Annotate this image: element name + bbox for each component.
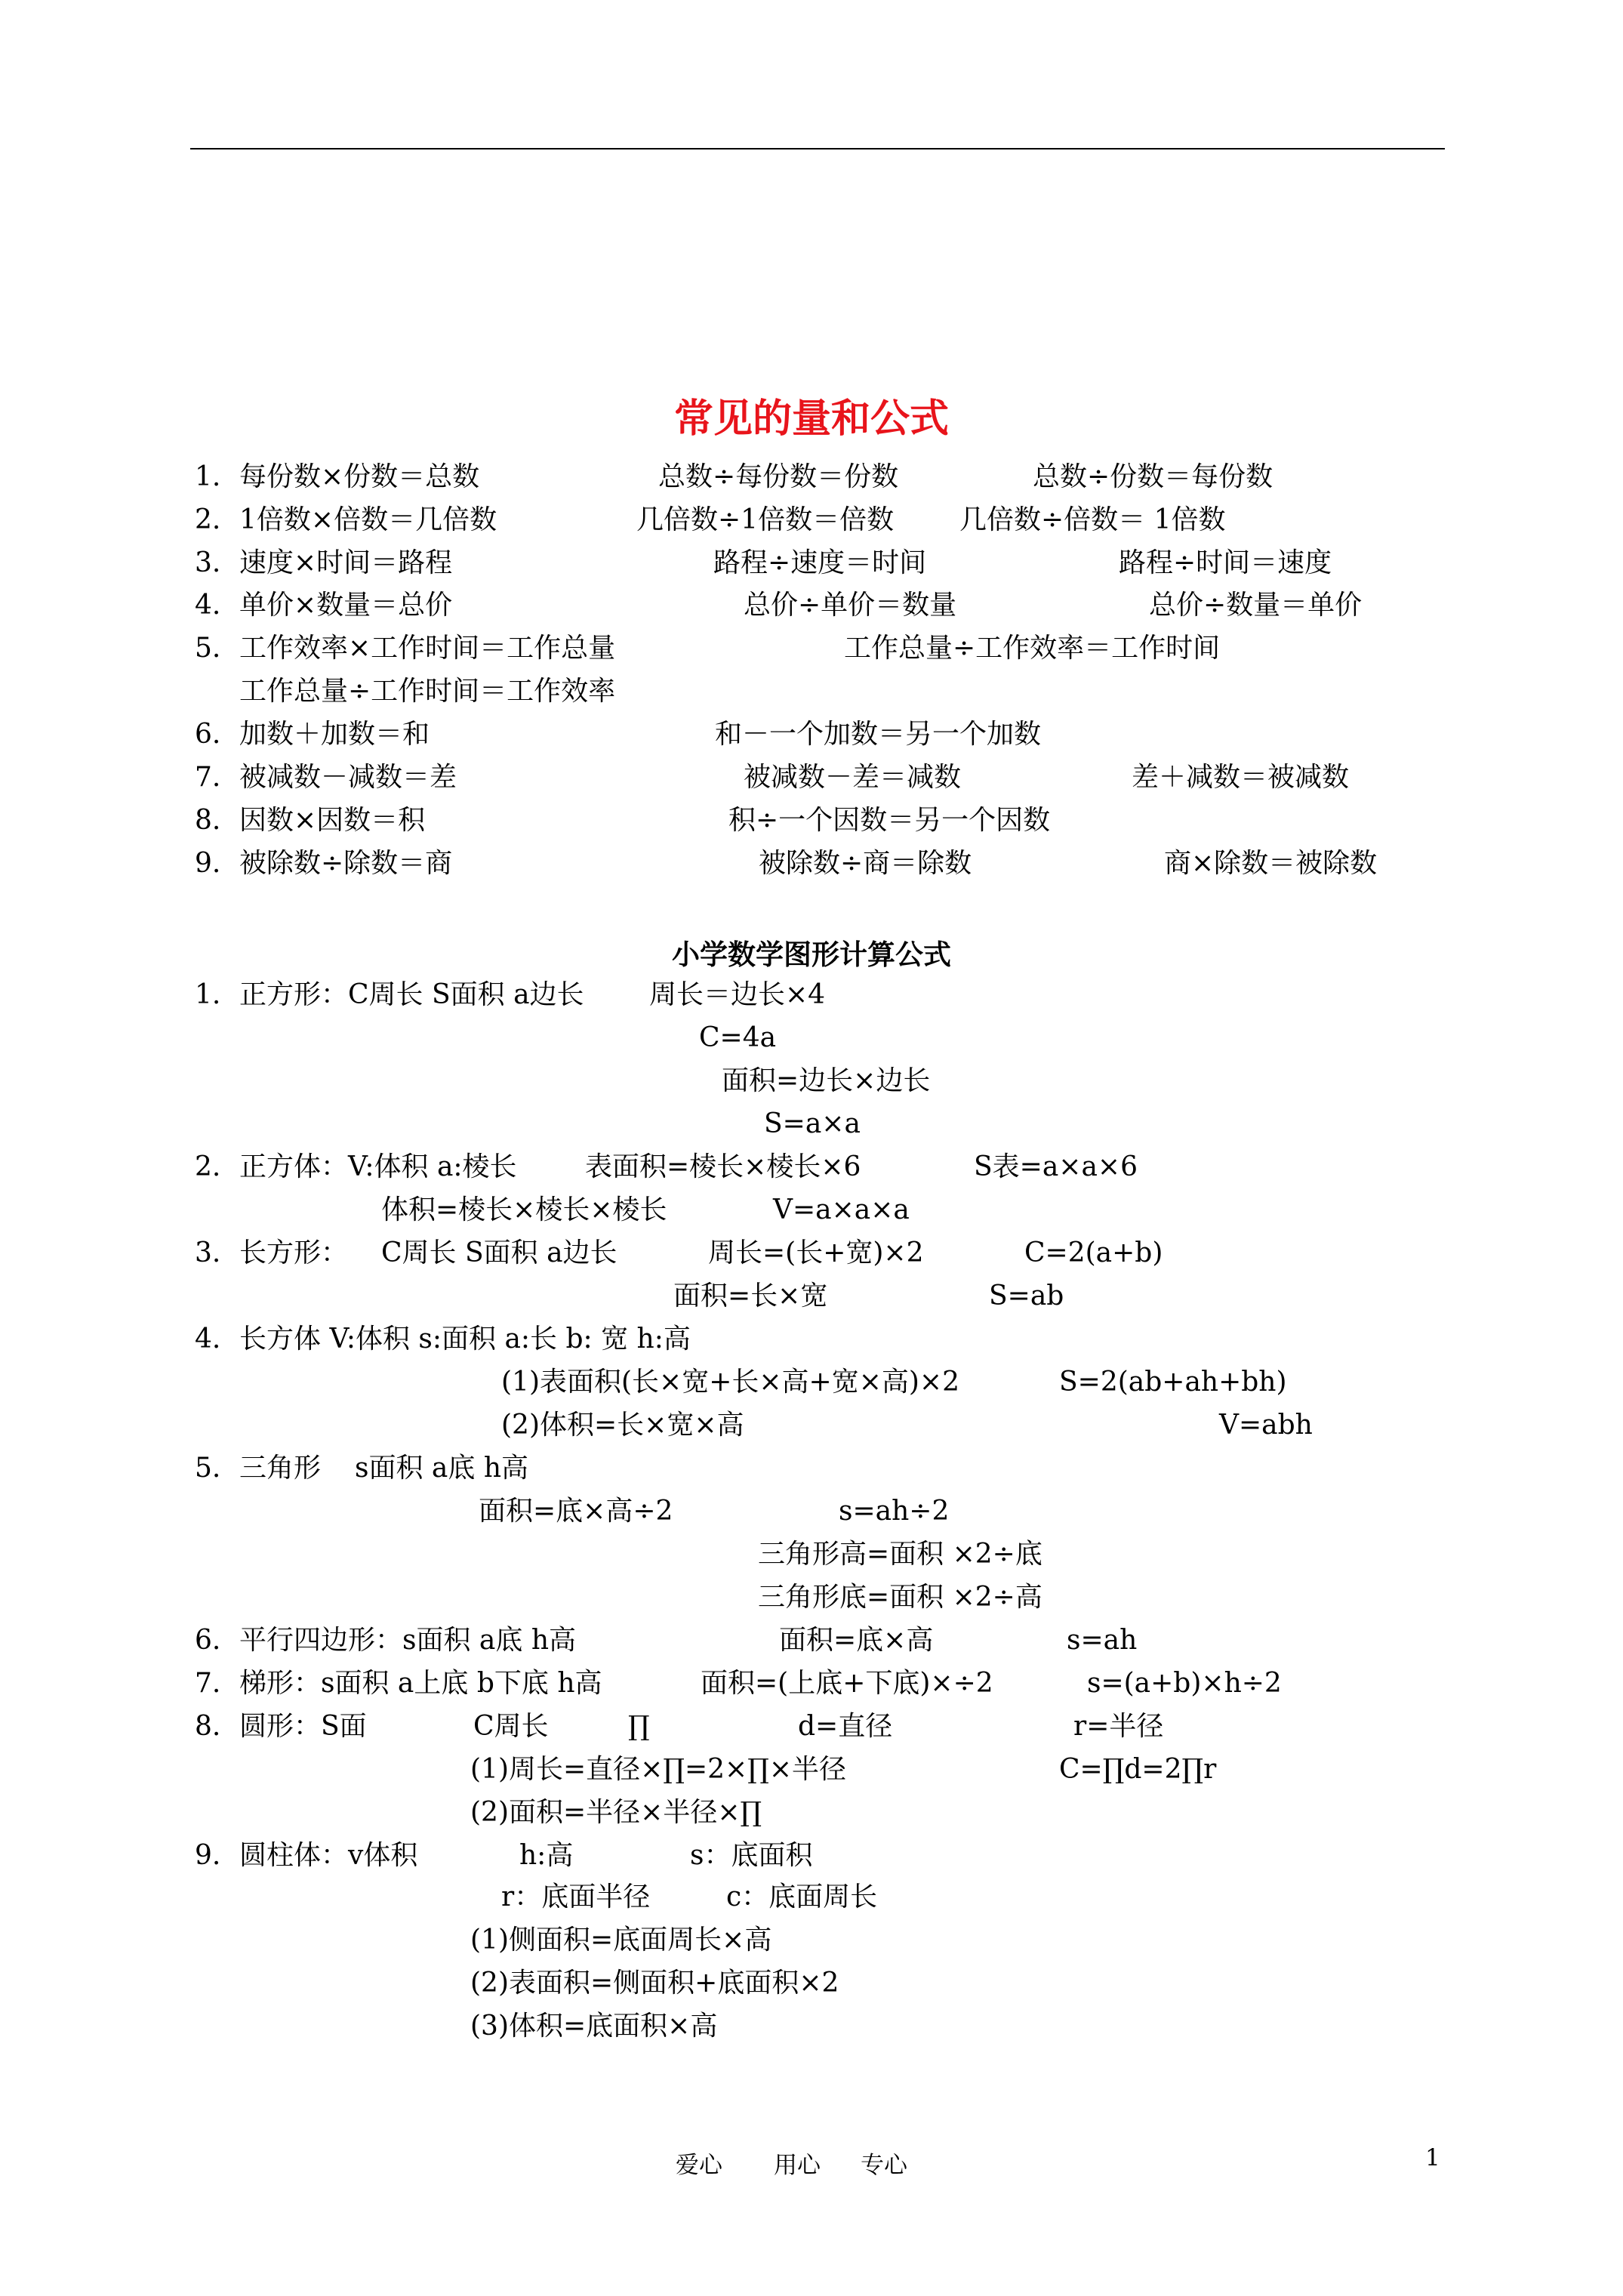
formula: 路程÷时间＝速度 bbox=[1119, 547, 1332, 578]
shape-variable: C周长 bbox=[473, 1711, 549, 1742]
formula: 总价÷数量＝单价 bbox=[1149, 590, 1363, 621]
formula: S=a×a bbox=[764, 1108, 861, 1139]
shape-heading: 正方形：C周长 S面积 a边长 bbox=[239, 979, 584, 1010]
formula: (3)体积=底面积×高 bbox=[470, 2011, 718, 2042]
shape-heading: 圆柱体：v体积 bbox=[239, 1840, 418, 1871]
shape-variables: C周长 S面积 a边长 bbox=[381, 1237, 617, 1268]
formula: 加数＋加数＝和 bbox=[239, 719, 430, 750]
formula: V=a×a×a bbox=[773, 1194, 910, 1225]
formula: 面积=(上底+下底)×÷2 bbox=[701, 1668, 993, 1699]
shape-variable: h:高 bbox=[519, 1840, 574, 1871]
shape-heading: 正方体：V:体积 a:棱长 bbox=[239, 1151, 517, 1182]
formula: S表=a×a×6 bbox=[974, 1151, 1138, 1182]
shape-heading: 平行四边形：s面积 a底 h高 bbox=[239, 1625, 577, 1656]
formula: 单价×数量＝总价 bbox=[239, 590, 453, 621]
formula: 面积=边长×边长 bbox=[722, 1065, 931, 1096]
formula: (2)表面积=侧面积+底面积×2 bbox=[470, 1968, 839, 1999]
item-number: 2. bbox=[195, 504, 221, 535]
item-number: 9. bbox=[195, 1840, 221, 1871]
item-number: 6. bbox=[195, 1625, 221, 1656]
shape-heading: 长方体 V:体积 s:面积 a:长 b: 宽 h:高 bbox=[239, 1324, 691, 1354]
footer-text: 用心 bbox=[774, 2152, 821, 2179]
section-subtitle: 小学数学图形计算公式 bbox=[672, 938, 951, 971]
formula: s=ah bbox=[1067, 1625, 1138, 1656]
formula: 被除数÷商＝除数 bbox=[759, 848, 972, 879]
shape-heading: 长方形： bbox=[239, 1237, 349, 1268]
item-number: 5. bbox=[195, 1453, 221, 1484]
item-number: 1. bbox=[195, 461, 221, 492]
pi-symbol: ∏ bbox=[628, 1711, 650, 1742]
formula: 三角形底=面积 ×2÷高 bbox=[758, 1582, 1042, 1613]
formula: 工作效率×工作时间＝工作总量 bbox=[239, 633, 616, 664]
formula: 积÷一个因数＝另一个因数 bbox=[728, 805, 1051, 836]
item-number: 8. bbox=[195, 1711, 221, 1742]
formula: 和－一个加数＝另一个加数 bbox=[715, 719, 1042, 750]
item-number: 7. bbox=[195, 762, 221, 793]
header-rule bbox=[190, 148, 1445, 149]
shape-variables: s面积 a底 h高 bbox=[355, 1453, 529, 1484]
formula: 面积=长×宽 bbox=[673, 1281, 828, 1311]
shape-variable: r：底面半径 bbox=[501, 1881, 651, 1912]
page-title: 常见的量和公式 bbox=[673, 396, 949, 442]
item-number: 9. bbox=[195, 848, 221, 879]
formula: s=(a+b)×h÷2 bbox=[1087, 1668, 1282, 1699]
formula: 体积=棱长×棱长×棱长 bbox=[381, 1194, 667, 1225]
item-number: 3. bbox=[195, 1237, 221, 1268]
formula: 被减数－减数＝差 bbox=[239, 762, 457, 793]
formula: (2)面积=半径×半径×∏ bbox=[470, 1797, 762, 1828]
formula: S=ab bbox=[989, 1281, 1064, 1311]
formula: 每份数×份数＝总数 bbox=[239, 461, 480, 492]
formula: S=2(ab+ah+bh) bbox=[1059, 1367, 1287, 1398]
shape-heading: 梯形：s面积 a上底 b下底 h高 bbox=[239, 1668, 602, 1699]
formula: C=2(a+b) bbox=[1024, 1237, 1163, 1268]
formula: 工作总量÷工作时间＝工作效率 bbox=[239, 676, 616, 707]
page-number: 1 bbox=[1425, 2144, 1440, 2171]
item-number: 6. bbox=[195, 719, 221, 750]
formula: 面积=底×高 bbox=[779, 1625, 934, 1656]
formula: 几倍数÷1倍数＝倍数 bbox=[636, 504, 895, 535]
shape-variable: s：底面积 bbox=[690, 1840, 813, 1871]
item-number: 8. bbox=[195, 805, 221, 836]
footer-text: 专心 bbox=[861, 2152, 907, 2179]
formula: 表面积=棱长×棱长×6 bbox=[585, 1151, 861, 1182]
formula: 被除数÷除数＝商 bbox=[239, 848, 453, 879]
item-number: 7. bbox=[195, 1668, 221, 1699]
formula: C=∏d=2∏r bbox=[1059, 1754, 1217, 1785]
formula: 差＋减数＝被减数 bbox=[1132, 762, 1350, 793]
formula: 工作总量÷工作效率＝工作时间 bbox=[844, 633, 1221, 664]
footer-text: 爱心 bbox=[676, 2152, 722, 2179]
formula: (1)表面积(长×宽+长×高+宽×高)×2 bbox=[501, 1367, 959, 1398]
formula: (1)侧面积=底面周长×高 bbox=[470, 1925, 772, 1955]
shape-heading: 三角形 bbox=[239, 1453, 322, 1484]
formula: 因数×因数＝积 bbox=[239, 805, 426, 836]
item-number: 1. bbox=[195, 979, 221, 1010]
formula: 商×除数＝被除数 bbox=[1164, 848, 1378, 879]
formula: 三角形高=面积 ×2÷底 bbox=[758, 1539, 1042, 1570]
formula: 周长＝边长×4 bbox=[649, 979, 826, 1010]
shape-variable: r=半径 bbox=[1073, 1711, 1164, 1742]
formula: (1)周长=直径×∏=2×∏×半径 bbox=[470, 1754, 847, 1785]
formula: 路程÷速度＝时间 bbox=[713, 547, 927, 578]
shape-variable: d=直径 bbox=[798, 1711, 893, 1742]
formula: 被减数－差＝减数 bbox=[744, 762, 962, 793]
shape-heading: 圆形：S面 bbox=[239, 1711, 367, 1742]
shape-variable: c：底面周长 bbox=[726, 1881, 878, 1912]
formula: 1倍数×倍数＝几倍数 bbox=[239, 504, 497, 535]
formula: 总价÷单价＝数量 bbox=[744, 590, 957, 621]
item-number: 4. bbox=[195, 1324, 221, 1354]
item-number: 2. bbox=[195, 1151, 221, 1182]
formula: C=4a bbox=[699, 1022, 777, 1053]
item-number: 5. bbox=[195, 633, 221, 664]
formula: 总数÷每份数＝份数 bbox=[658, 461, 899, 492]
formula: 周长=(长+宽)×2 bbox=[708, 1237, 924, 1268]
formula: 速度×时间＝路程 bbox=[239, 547, 453, 578]
formula: 几倍数÷倍数＝ 1倍数 bbox=[959, 504, 1226, 535]
formula: (2)体积=长×宽×高 bbox=[501, 1410, 744, 1441]
item-number: 4. bbox=[195, 590, 221, 621]
formula: 总数÷份数＝每份数 bbox=[1033, 461, 1273, 492]
item-number: 3. bbox=[195, 547, 221, 578]
formula: s=ah÷2 bbox=[839, 1496, 950, 1527]
formula: V=abh bbox=[1219, 1410, 1313, 1441]
formula: 面积=底×高÷2 bbox=[479, 1496, 673, 1527]
